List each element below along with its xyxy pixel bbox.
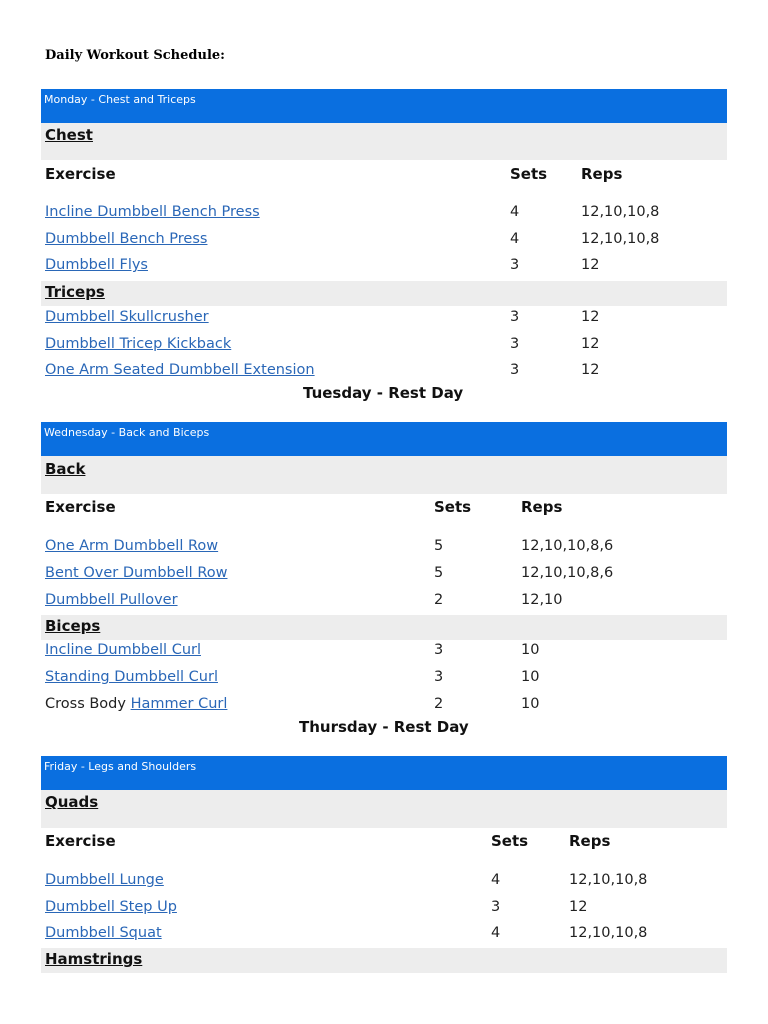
group-label-hamstrings: Hamstrings <box>45 950 143 968</box>
exercise-link[interactable]: Dumbbell Step Up <box>45 899 177 915</box>
exercise-cell <box>45 696 227 712</box>
rest-day-thursday: Thursday - Rest Day <box>299 718 469 736</box>
exercise-link[interactable]: Standing Dumbbell Curl <box>45 669 218 685</box>
exercise-link[interactable]: Dumbbell Pullover <box>45 592 178 608</box>
exercise-link[interactable]: Dumbbell Bench Press <box>45 231 208 247</box>
sets-value: 5 <box>434 538 444 554</box>
reps-value: 10 <box>521 642 540 658</box>
exercise-link[interactable]: Incline Dumbbell Bench Press <box>45 204 260 220</box>
sets-value: 2 <box>434 696 444 712</box>
group-label-chest: Chest <box>45 126 93 144</box>
rest-day-tuesday: Tuesday - Rest Day <box>303 384 464 402</box>
reps-value: 12 <box>581 336 600 352</box>
reps-value: 12 <box>581 309 600 325</box>
sets-value: 4 <box>491 872 501 888</box>
reps-value: 12,10 <box>521 592 563 608</box>
reps-value: 12,10,10,8,6 <box>521 538 614 554</box>
sets-value: 3 <box>434 669 444 685</box>
day-bar-monday: Monday - Chest and Triceps <box>41 89 727 123</box>
group-bar-chest <box>41 123 727 160</box>
sets-value: 4 <box>510 204 520 220</box>
day-bar-wednesday: Wednesday - Back and Biceps <box>41 422 727 456</box>
group-label-back: Back <box>45 460 86 478</box>
reps-value: 12,10,10,8 <box>569 925 648 941</box>
reps-value: 10 <box>521 696 540 712</box>
sets-value: 3 <box>510 362 520 378</box>
sets-value: 3 <box>510 336 520 352</box>
group-bar-triceps <box>41 281 727 306</box>
exercise-link[interactable]: Dumbbell Flys <box>45 257 148 273</box>
page-title: Daily Workout Schedule: <box>45 48 225 63</box>
exercise-link[interactable]: One Arm Seated Dumbbell Extension <box>45 362 315 378</box>
sets-value: 3 <box>510 257 520 273</box>
group-label-biceps: Biceps <box>45 617 101 635</box>
reps-value: 12,10,10,8 <box>569 872 648 888</box>
exercise-link[interactable]: Dumbbell Squat <box>45 925 162 941</box>
reps-value: 12 <box>581 257 600 273</box>
sets-value: 2 <box>434 592 444 608</box>
group-bar-hamstrings <box>41 948 727 973</box>
header-sets: Sets <box>434 498 472 516</box>
exercise-prefix: Cross Body <box>45 696 126 712</box>
sets-value: 4 <box>510 231 520 247</box>
reps-value: 10 <box>521 669 540 685</box>
header-sets: Sets <box>510 165 548 183</box>
sets-value: 3 <box>510 309 520 325</box>
exercise-link[interactable]: Dumbbell Tricep Kickback <box>45 336 232 352</box>
sets-value: 5 <box>434 565 444 581</box>
header-exercise: Exercise <box>45 498 116 516</box>
group-bar-back <box>41 456 727 494</box>
group-label-quads: Quads <box>45 793 99 811</box>
header-exercise: Exercise <box>45 832 116 850</box>
exercise-link[interactable]: One Arm Dumbbell Row <box>45 538 219 554</box>
sets-value: 4 <box>491 925 501 941</box>
exercise-link[interactable]: Dumbbell Lunge <box>45 872 164 888</box>
group-label-triceps: Triceps <box>45 283 105 301</box>
reps-value: 12 <box>581 362 600 378</box>
reps-value: 12,10,10,8 <box>581 231 660 247</box>
day-bar-friday: Friday - Legs and Shoulders <box>41 756 727 790</box>
header-exercise: Exercise <box>45 165 116 183</box>
exercise-link[interactable]: Dumbbell Skullcrusher <box>45 309 209 325</box>
reps-value: 12 <box>569 899 588 915</box>
reps-value: 12,10,10,8 <box>581 204 660 220</box>
group-bar-biceps <box>41 615 727 640</box>
exercise-link[interactable]: Bent Over Dumbbell Row <box>45 565 228 581</box>
sets-value: 3 <box>491 899 501 915</box>
header-reps: Reps <box>521 498 563 516</box>
exercise-link[interactable]: Hammer Curl <box>130 696 228 712</box>
sets-value: 3 <box>434 642 444 658</box>
group-bar-quads <box>41 790 727 828</box>
reps-value: 12,10,10,8,6 <box>521 565 614 581</box>
header-sets: Sets <box>491 832 529 850</box>
header-reps: Reps <box>581 165 623 183</box>
exercise-link[interactable]: Incline Dumbbell Curl <box>45 642 201 658</box>
header-reps: Reps <box>569 832 611 850</box>
